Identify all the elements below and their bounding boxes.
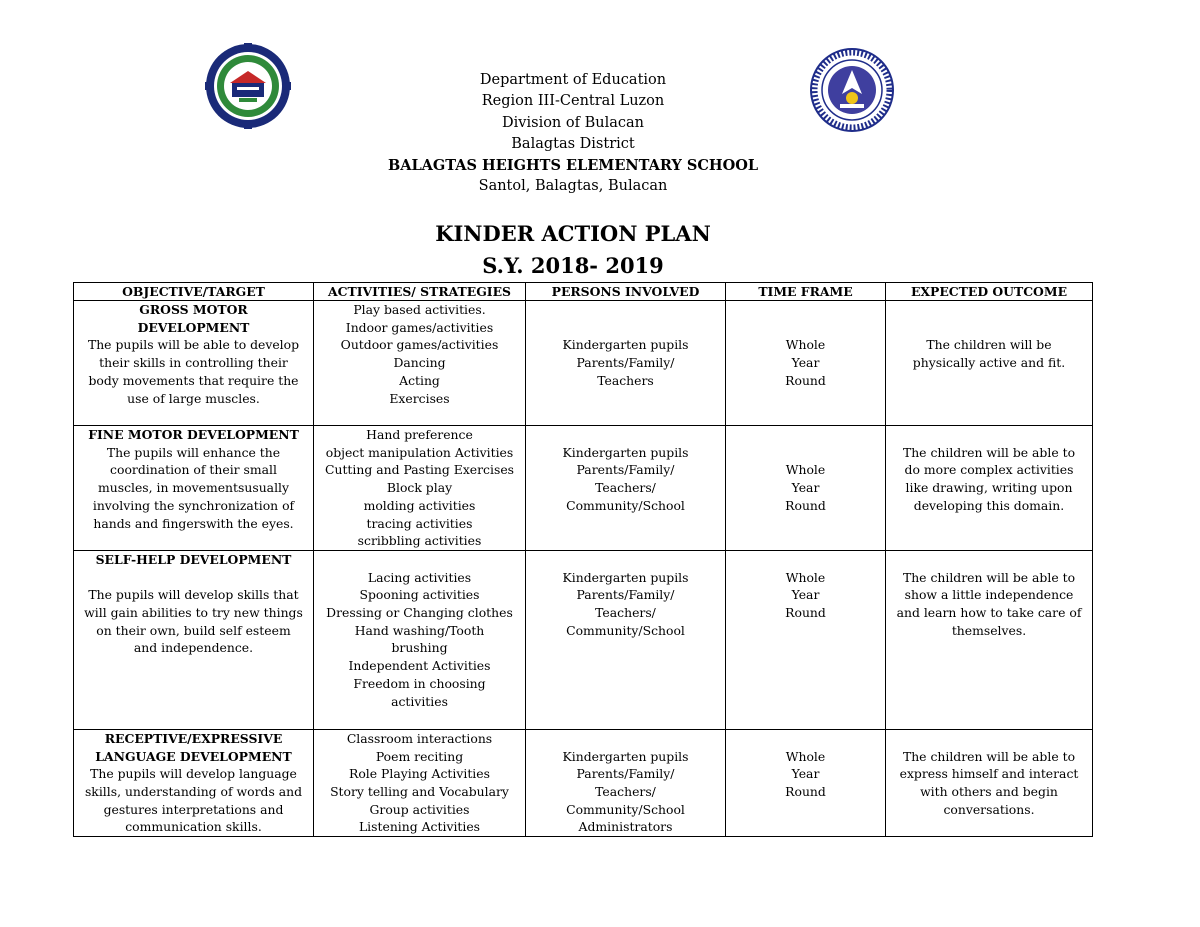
table-row — [74, 426, 1093, 551]
header-division: Division of Bulacan — [502, 114, 644, 131]
time-frame-text: Whole — [785, 748, 826, 764]
objective-title: DEVELOPMENT — [137, 319, 250, 335]
objective-text: gestures interpretations and — [103, 801, 284, 817]
activities-cell — [314, 426, 526, 551]
objective-title: FINE MOTOR DEVELOPMENT — [88, 427, 299, 442]
header-persons: PERSONS INVOLVED — [526, 283, 726, 301]
time-frame-text: Year — [791, 480, 820, 496]
table-row — [74, 729, 1093, 836]
outcome-text: themselves. — [951, 622, 1027, 638]
time-frame-text: Round — [785, 784, 826, 800]
header-department: Department of Education — [479, 72, 667, 88]
activity-item: Story telling and Vocabulary — [330, 784, 509, 800]
objective-title: GROSS MOTOR — [139, 302, 248, 317]
activity-item: Group activities — [369, 801, 470, 817]
objective-text: coordination of their small — [110, 462, 277, 478]
outcome-text: and learn how to take care of — [896, 605, 1082, 621]
objective-text: and independence. — [133, 640, 254, 656]
outcome-text: The children will be — [926, 337, 1052, 353]
person-item: Parents/Family/ — [576, 587, 675, 603]
time-frame-cell — [726, 426, 886, 551]
activity-item: Role Playing Activities — [349, 766, 490, 782]
outcome-text: do more complex activities — [904, 462, 1074, 478]
outcome-cell — [886, 550, 1093, 729]
activity-item: Indoor games/activities — [345, 319, 494, 335]
time-frame-cell — [726, 729, 886, 836]
objective-text: their skills in controlling their — [99, 355, 288, 371]
person-item: Teachers — [597, 372, 654, 388]
objective-cell — [74, 550, 314, 729]
objective-title: RECEPTIVE/EXPRESSIVE — [104, 730, 283, 746]
persons-cell — [526, 729, 726, 836]
activity-item: scribbling activities — [357, 533, 482, 549]
outcome-text: developing this domain. — [913, 497, 1065, 513]
outcome-cell — [886, 426, 1093, 551]
time-frame-text: Year — [791, 766, 820, 782]
activity-item: Poem reciting — [375, 748, 464, 764]
header-objective: OBJECTIVE/TARGET — [74, 283, 314, 301]
school-year: S.Y. 2018- 2019 — [482, 253, 664, 278]
outcome-cell — [886, 729, 1093, 836]
objective-text: The pupils will develop skills that — [88, 587, 299, 603]
objective-cell — [74, 729, 314, 836]
activity-item: Dressing or Changing clothes — [326, 605, 513, 621]
activity-item: brushing — [391, 640, 448, 656]
activity-item: Exercises — [389, 390, 450, 406]
table-row — [74, 301, 1093, 426]
activity-item: Lacing activities — [367, 569, 472, 585]
outcome-text: express himself and interact — [899, 766, 1079, 782]
header-activities: ACTIVITIES/ STRATEGIES — [314, 283, 526, 301]
header-time-frame: TIME FRAME — [726, 283, 886, 301]
objective-text: on their own, build self esteem — [96, 622, 291, 638]
action-plan-table — [73, 282, 1093, 837]
activity-item: tracing activities — [366, 515, 473, 531]
activity-item: Acting — [399, 372, 440, 388]
activity-item: Hand washing/Tooth — [354, 622, 485, 638]
person-item: Community/School — [566, 801, 685, 817]
time-frame-text: Whole — [785, 337, 826, 353]
header-region: Region III-Central Luzon — [481, 93, 665, 110]
activities-cell — [314, 301, 526, 426]
objective-text: involving the synchronization of — [92, 497, 295, 513]
header-district: Balagtas District — [511, 135, 635, 152]
document-title: KINDER ACTION PLAN — [435, 221, 711, 246]
person-item: Parents/Family/ — [576, 462, 675, 478]
objective-text: muscles, in movementsusually — [97, 480, 289, 496]
outcome-text: with others and begin — [920, 784, 1058, 800]
person-item: Administrators — [578, 819, 673, 835]
person-item: Parents/Family/ — [576, 355, 675, 371]
document-titles — [300, 218, 846, 282]
person-item: Teachers/ — [595, 480, 656, 496]
person-item: Community/School — [566, 497, 685, 513]
outcome-text: The children will be able to — [902, 444, 1076, 460]
outcome-text: The children will be able to — [902, 569, 1076, 585]
outcome-text: conversations. — [943, 801, 1035, 817]
activity-item: Outdoor games/activities — [340, 337, 499, 353]
person-item: Parents/Family/ — [576, 766, 675, 782]
person-item: Community/School — [566, 622, 685, 638]
time-frame-text: Round — [785, 605, 826, 621]
persons-cell — [526, 301, 726, 426]
person-item: Kindergarten pupils — [562, 444, 689, 460]
person-item: Kindergarten pupils — [562, 337, 689, 353]
activity-item: Independent Activities — [348, 658, 491, 674]
objective-text: The pupils will be able to develop — [87, 337, 300, 353]
person-item: Kindergarten pupils — [562, 748, 689, 764]
table-header-row — [74, 283, 1093, 301]
activity-item: Cutting and Pasting Exercises — [324, 462, 515, 478]
outcome-text: like drawing, writing upon — [905, 480, 1073, 496]
activity-item: molding activities — [363, 497, 476, 513]
header-school-name: BALAGTAS HEIGHTS ELEMENTARY SCHOOL — [387, 157, 759, 175]
time-frame-cell — [726, 550, 886, 729]
time-frame-text: Round — [785, 497, 826, 513]
person-item: Teachers/ — [595, 605, 656, 621]
activities-cell — [314, 729, 526, 836]
objective-text: The pupils will develop language — [90, 766, 297, 782]
objective-text: use of large muscles. — [127, 390, 260, 406]
time-frame-text: Whole — [785, 462, 826, 478]
time-frame-text: Year — [791, 355, 820, 371]
time-frame-cell — [726, 301, 886, 426]
objective-text: body movements that require the — [88, 372, 299, 388]
school-seal — [205, 43, 291, 129]
objective-cell — [74, 426, 314, 551]
time-frame-text: Whole — [785, 569, 826, 585]
activity-item: Freedom in choosing — [353, 675, 486, 691]
objective-text: hands and fingerswith the eyes. — [93, 515, 294, 531]
objective-title: SELF-HELP DEVELOPMENT — [95, 551, 292, 567]
activities-cell — [314, 550, 526, 729]
persons-cell — [526, 550, 726, 729]
table-row — [74, 550, 1093, 729]
objective-text: The pupils will enhance the — [106, 444, 281, 460]
deped-seal — [810, 48, 894, 132]
activity-item: Dancing — [393, 355, 446, 371]
time-frame-text: Round — [785, 372, 826, 388]
persons-cell — [526, 426, 726, 551]
header-address: Santol, Balagtas, Bulacan — [478, 178, 668, 195]
header-expected-outcome: EXPECTED OUTCOME — [886, 283, 1093, 301]
activity-item: Listening Activities — [358, 819, 481, 835]
outcome-cell — [886, 301, 1093, 426]
activity-item: Play based activities. — [353, 302, 486, 317]
activity-item: object manipulation Activities — [325, 444, 514, 460]
activity-item: Classroom interactions — [346, 730, 493, 746]
deped-seal-graphic — [811, 49, 893, 131]
objective-title: LANGUAGE DEVELOPMENT — [95, 748, 292, 764]
activity-item: Spooning activities — [359, 587, 480, 603]
activity-item: activities — [391, 693, 448, 709]
objective-text: skills, understanding of words and — [84, 784, 303, 800]
objective-cell — [74, 301, 314, 426]
objective-text: will gain abilities to try new things — [84, 605, 303, 621]
activity-item: Hand preference — [366, 427, 473, 442]
objective-text: communication skills. — [125, 819, 262, 835]
activity-item: Block play — [386, 480, 453, 496]
school-header — [300, 70, 846, 198]
person-item: Teachers/ — [595, 784, 656, 800]
outcome-text: show a little independence — [904, 587, 1074, 603]
school-seal-gear — [205, 43, 291, 129]
time-frame-text: Year — [791, 587, 820, 603]
outcome-text: physically active and fit. — [912, 355, 1066, 371]
person-item: Kindergarten pupils — [562, 569, 689, 585]
outcome-text: The children will be able to — [902, 748, 1076, 764]
